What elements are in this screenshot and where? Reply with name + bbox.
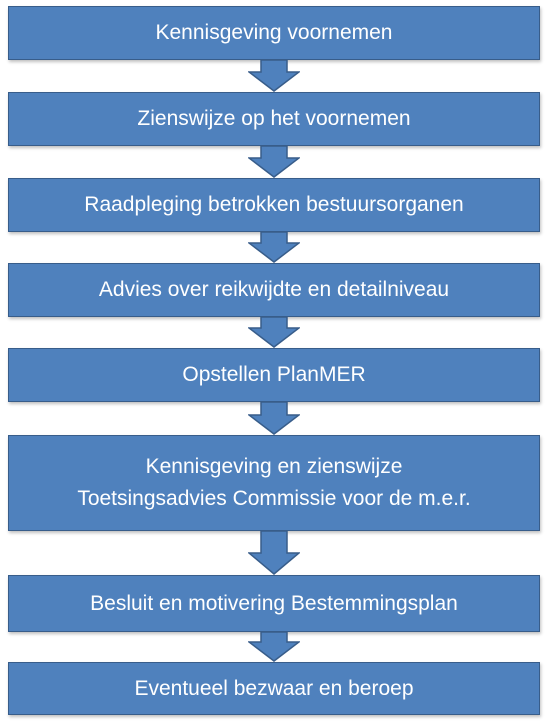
step-raadpleging-bestuursorganen bbox=[8, 178, 540, 232]
step-opstellen-planmer bbox=[8, 348, 540, 402]
step-kennisgeving-toetsingsadvies bbox=[8, 435, 540, 531]
step-label: Kennisgeving voornemen bbox=[155, 21, 393, 44]
arrow-down-icon bbox=[248, 531, 300, 575]
arrow-down-icon bbox=[248, 232, 300, 263]
step-label: Besluit en motivering Bestemmingsplan bbox=[90, 591, 458, 615]
step-advies-reikwijdte bbox=[8, 263, 540, 317]
arrow-down-icon bbox=[248, 146, 300, 178]
arrow-down-icon bbox=[248, 317, 300, 348]
step-label: Zienswijze op het voornemen bbox=[137, 107, 411, 130]
step-label: Raadpleging betrokken bestuursorganen bbox=[84, 193, 464, 216]
step-label: Opstellen PlanMER bbox=[182, 363, 366, 386]
step-label: Kennisgeving en zienswijze Toetsingsadvies Commissie voor de m.e.r. bbox=[77, 455, 471, 510]
arrow-down-icon bbox=[248, 60, 300, 92]
step-bezwaar-beroep bbox=[8, 662, 540, 715]
step-label: Eventueel bezwaar en beroep bbox=[134, 676, 414, 700]
arrow-down-icon bbox=[248, 632, 300, 662]
step-besluit-motivering bbox=[8, 575, 540, 632]
step-label: Advies over reikwijdte en detailniveau bbox=[98, 278, 450, 301]
arrow-down-icon bbox=[248, 402, 300, 435]
step-kennisgeving-voornemen bbox=[8, 6, 540, 60]
step-zienswijze-voornemen bbox=[8, 92, 540, 146]
